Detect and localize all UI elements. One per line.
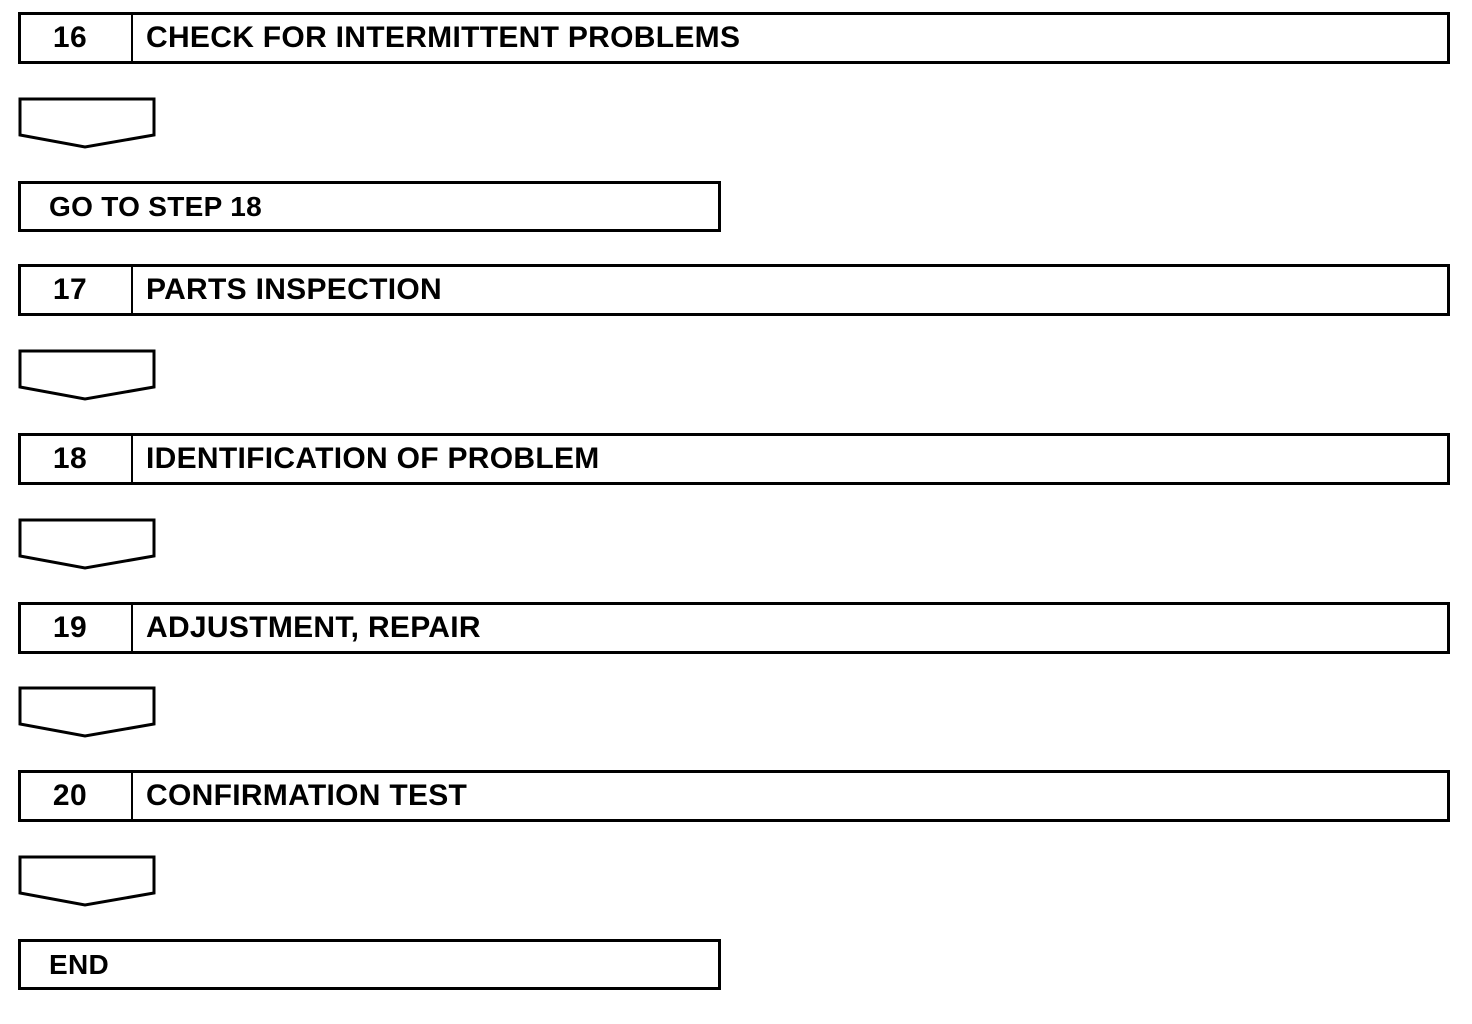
result-box-end: END	[18, 939, 721, 990]
down-arrow-icon	[18, 518, 156, 570]
step-title: CONFIRMATION TEST	[146, 779, 468, 812]
down-arrow-icon	[18, 686, 156, 738]
step-title: CHECK FOR INTERMITTENT PROBLEMS	[146, 21, 741, 54]
result-box-goto-step-18: GO TO STEP 18	[18, 181, 721, 232]
step-box-19	[18, 602, 1450, 654]
step-number: 16	[21, 15, 133, 61]
step-title: IDENTIFICATION OF PROBLEM	[146, 442, 600, 475]
step-box-17	[18, 264, 1450, 316]
step-title: PARTS INSPECTION	[146, 273, 442, 306]
down-arrow-icon	[18, 349, 156, 401]
step-number: 20	[21, 773, 133, 819]
step-box-16	[18, 12, 1450, 64]
step-title: ADJUSTMENT, REPAIR	[146, 611, 481, 644]
step-number: 18	[21, 436, 133, 482]
down-arrow-icon	[18, 97, 156, 149]
step-box-20	[18, 770, 1450, 822]
step-number: 19	[21, 605, 133, 651]
down-arrow-icon	[18, 855, 156, 907]
step-box-18	[18, 433, 1450, 485]
step-number: 17	[21, 267, 133, 313]
